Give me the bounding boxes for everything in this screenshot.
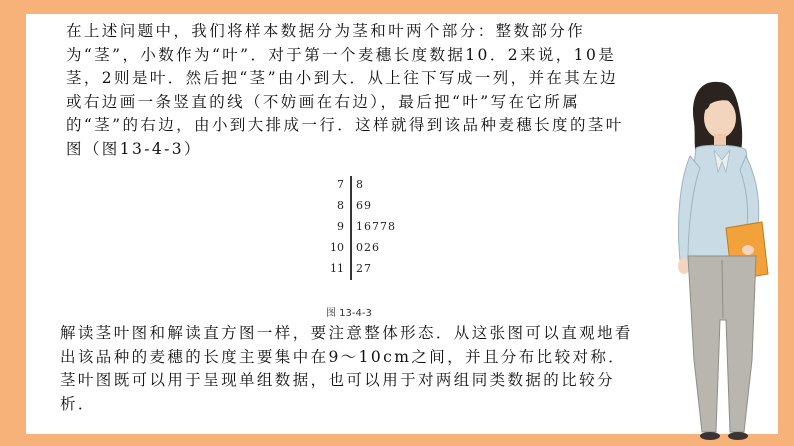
leaf-column bbox=[356, 174, 396, 279]
leaf-cell: 16778 bbox=[356, 220, 396, 233]
stem-cell: 7 bbox=[337, 178, 344, 191]
leaf-cell: 27 bbox=[356, 262, 372, 275]
stem-column bbox=[308, 174, 344, 279]
stem-cell: 9 bbox=[337, 220, 344, 233]
stem-cell: 8 bbox=[337, 199, 344, 212]
stem-cell: 11 bbox=[330, 262, 344, 275]
teacher-illustration bbox=[640, 60, 790, 446]
paragraph-top: 在上述问题中，我们将样本数据分为茎和叶两个部分：整数部分作为“茎”，小数作为“叶”．对于第一个麦穗长度数据10．2来说，10是茎，2则是叶．然后把“茎”由小到大．从上往下写成一列，并在其左边或右边画一条竖直的线（不妨画在右边），最后把“叶”写在它所属的“茎”的右边，由小到大排成一行．这样就得到该品种麦穗长度的茎叶图（图13-4-3） bbox=[66, 22, 624, 158]
leaf-cell: 026 bbox=[356, 241, 380, 254]
figure-caption: 图 13-4-3 bbox=[326, 308, 372, 319]
paragraph-bottom: 解读茎叶图和解读直方图一样，要注意整体形态．从这张图可以直观地看出该品种的麦穗的长度主要集中在9～10cm之间，并且分布比较对称．茎叶图既可以用于呈现单组数据，也可以用于对两组同类数据的比较分析． bbox=[60, 324, 633, 413]
stem-cell: 10 bbox=[330, 241, 344, 254]
leaf-cell: 69 bbox=[356, 199, 372, 212]
stem-leaf-figure bbox=[308, 174, 508, 319]
leaf-cell: 8 bbox=[356, 178, 364, 191]
stem-divider-line bbox=[350, 176, 352, 280]
